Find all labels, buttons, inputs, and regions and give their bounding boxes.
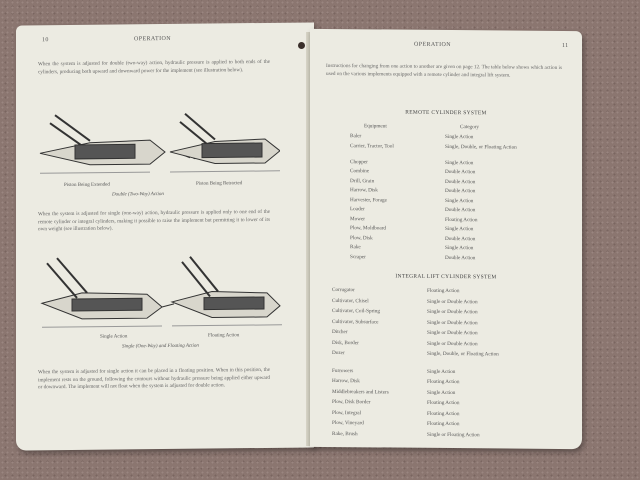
category-cell: Floating Action xyxy=(427,287,460,295)
category-cell: Single Action xyxy=(427,368,456,375)
table-row xyxy=(332,287,517,295)
category-cell: Single, Double, or Floating Action xyxy=(445,143,517,151)
table-row xyxy=(332,329,517,337)
equipment-cell: Rake, Brush xyxy=(332,430,358,438)
equipment-cell: Plow, Disk Border xyxy=(332,399,371,406)
equipment-cell: Plow, Vineyard xyxy=(332,420,364,427)
table-row xyxy=(350,254,535,262)
equipment-cell: Middlebreakers and Listers xyxy=(332,388,389,396)
category-cell: Double Action xyxy=(445,235,476,242)
table-row xyxy=(350,225,535,233)
category-cell: Single Action xyxy=(445,245,474,252)
category-cell: Floating Action xyxy=(427,400,460,407)
category-cell: Single or Double Action xyxy=(427,319,478,326)
fig2-right-caption: Floating Action xyxy=(208,333,240,339)
equipment-cell: Cultivator, Chisel xyxy=(332,297,369,304)
right-page-number: 11 xyxy=(562,43,569,50)
equipment-cell: Carrier, Tractor, Tool xyxy=(350,142,394,150)
category-column-header: Category xyxy=(460,124,480,131)
category-cell: Single or Double Action xyxy=(427,298,478,305)
left-bottom-text: When the system is adjusted for single action it can be placed in a floating position. When in this position, the implement rests on the ground, following the contours without hydraulic pressure being applied either upward or downward. The implement will not float when the system is adjusted for double action. xyxy=(38,366,270,391)
equipment-cell: Scraper xyxy=(350,253,366,260)
category-cell: Single Action xyxy=(445,226,474,233)
equipment-cell: Ditcher xyxy=(332,329,348,336)
right-page xyxy=(310,29,582,449)
category-cell: Single or Double Action xyxy=(427,340,478,347)
fig2-title: Single (One-Way) and Floating Action xyxy=(122,343,199,350)
category-cell: Single Action xyxy=(445,159,474,166)
equipment-cell: Plow, Integral xyxy=(332,409,362,417)
table-row xyxy=(332,431,517,439)
right-page-header: OPERATION xyxy=(414,41,451,49)
category-cell: Double Action xyxy=(445,188,476,195)
right-intro-text: Instructions for changing from one action to another are given on page 12. The table below shows which action is used on the various implements equipped with a remote cylinder and integral lift system. xyxy=(326,62,562,79)
table-row xyxy=(350,143,535,151)
fig2-left-caption: Single Action xyxy=(100,334,128,340)
category-cell: Single, Double, or Floating Action xyxy=(427,350,499,358)
equipment-cell: Harrow, Disk xyxy=(332,378,360,385)
table-row xyxy=(350,178,535,186)
open-booklet xyxy=(10,14,590,454)
equipment-cell: Dozer xyxy=(332,350,345,357)
table-row xyxy=(350,133,535,141)
category-cell: Double Action xyxy=(445,254,476,261)
table-row xyxy=(332,410,517,418)
fig1-left-caption: Piston Being Extended xyxy=(64,182,110,189)
equipment-cell: Disk, Border xyxy=(332,339,359,346)
fig1-right-caption: Piston Being Retracted xyxy=(196,181,243,187)
table-row xyxy=(350,216,535,224)
equipment-cell: Harrow, Disk xyxy=(350,187,378,194)
equipment-cell: Furrowers xyxy=(332,367,354,375)
category-cell: Floating Action xyxy=(445,216,478,223)
table-row xyxy=(332,378,517,386)
category-cell: Floating Action xyxy=(427,379,460,386)
table-row xyxy=(350,187,535,195)
category-cell: Double Action xyxy=(445,207,476,214)
table-row xyxy=(350,197,535,205)
category-cell: Single or Double Action xyxy=(427,329,478,337)
left-middle-text: When the system is adjusted for single (one-way) action, hydraulic pressure is applied only to one end of the remote cylinder or integral cylinders, making it possible to raise the implement but permitting it to lower of its own weight (see illustration below). xyxy=(38,208,270,233)
remote-section-title: REMOTE CYLINDER SYSTEM xyxy=(405,109,487,117)
equipment-cell: Plow, Moldboard xyxy=(350,225,386,232)
equipment-cell: Loader xyxy=(350,206,365,213)
equipment-cell: Drill, Grain xyxy=(350,177,375,185)
equipment-cell: Cultivator, Coil-Spring xyxy=(332,308,380,315)
table-row xyxy=(350,168,535,176)
table-row xyxy=(350,244,535,252)
equipment-cell: Baler xyxy=(350,133,362,140)
equipment-cell: Mower xyxy=(350,215,365,222)
single-floating-illustration xyxy=(32,251,282,334)
equipment-cell: Cultivator, Subsurface xyxy=(332,318,379,325)
table-row xyxy=(332,319,517,327)
binding-hole xyxy=(298,42,305,49)
table-row xyxy=(350,206,535,214)
table-row xyxy=(332,389,517,397)
category-cell: Double Action xyxy=(445,178,476,185)
table-row xyxy=(332,340,517,348)
table-row xyxy=(332,420,517,428)
category-cell: Single Action xyxy=(427,389,456,396)
equipment-cell: Plow, Disk xyxy=(350,234,373,242)
category-cell: Single Action xyxy=(445,133,474,141)
table-row xyxy=(332,308,517,316)
equipment-cell: Combine xyxy=(350,168,370,175)
table-row xyxy=(350,235,535,243)
equipment-cell: Harvester, Forage xyxy=(350,196,387,204)
table-row xyxy=(350,159,535,167)
equipment-column-header: Equipment xyxy=(364,123,387,130)
left-page xyxy=(16,22,314,450)
category-cell: Single Action xyxy=(445,197,474,204)
equipment-cell: Rake xyxy=(350,244,361,251)
category-cell: Floating Action xyxy=(427,421,460,428)
category-cell: Single or Double Action xyxy=(427,308,478,316)
left-page-number: 10 xyxy=(42,37,49,44)
category-cell: Double Action xyxy=(445,169,476,176)
fig1-title: Double (Two-Way) Action xyxy=(112,192,164,198)
integral-section-title: INTEGRAL LIFT CYLINDER SYSTEM xyxy=(395,273,497,281)
table-row xyxy=(332,399,517,407)
category-cell: Single or Floating Action xyxy=(427,431,480,439)
left-page-header: OPERATION xyxy=(134,35,171,43)
equipment-cell: Corrugator xyxy=(332,287,355,294)
table-row xyxy=(332,368,517,376)
table-row xyxy=(332,298,517,306)
category-cell: Floating Action xyxy=(427,410,460,417)
table-row xyxy=(332,350,517,358)
equipment-cell: Chopper xyxy=(350,158,368,165)
left-intro-text: When the system is adjusted for double (two-way) action, hydraulic pressure is applied to both ends of the cylinders, producing both upward and downward power for the implement (see illustration below). xyxy=(38,58,270,75)
